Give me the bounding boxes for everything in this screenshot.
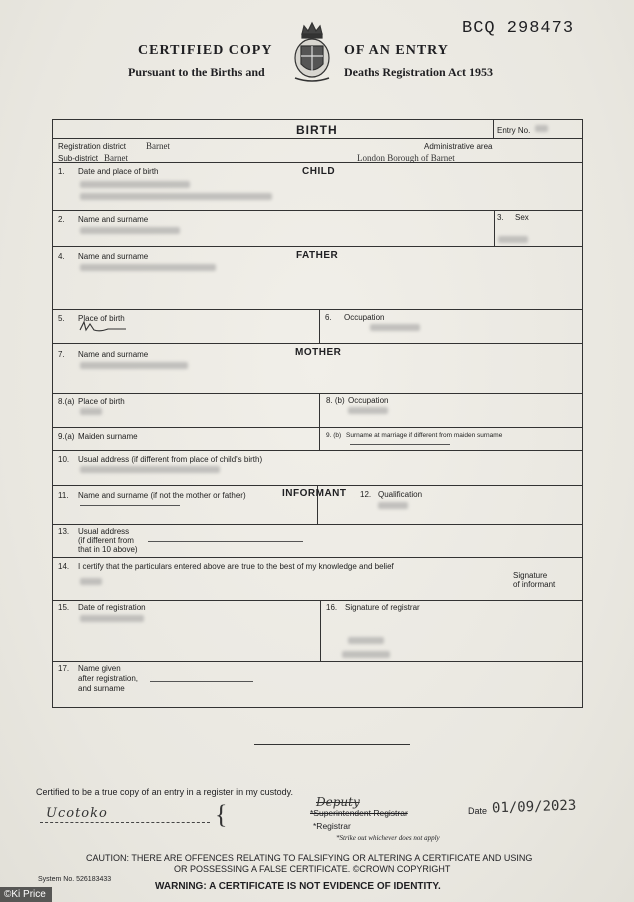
field-4-number: 4. <box>58 252 65 261</box>
field-2-number: 2. <box>58 215 65 224</box>
field-2-label: Name and surname <box>78 215 149 224</box>
subtitle-right: Deaths Registration Act 1953 <box>344 65 493 79</box>
field-16-label: Signature of registrar <box>345 603 420 612</box>
informant-signature-redacted <box>80 578 102 585</box>
form-title: BIRTH <box>296 123 338 137</box>
usual-address-redacted <box>80 466 220 473</box>
field-1-label: Date and place of birth <box>78 167 159 176</box>
entry-no-label: Entry No. <box>497 126 531 135</box>
field-6-label: Occupation <box>344 313 385 322</box>
certified-text: Certified to be a true copy of an entry in a register in my custody. <box>36 787 293 797</box>
field-8a-label: Place of birth <box>78 397 125 406</box>
field-14-label: I certify that the particulars entered above are true to the best of my knowledge and belief <box>78 562 394 571</box>
registrar-signature: Ucotoko <box>46 806 108 821</box>
father-name-redacted <box>80 264 216 271</box>
scribble-mark-icon <box>78 320 128 334</box>
section-informant: INFORMANT <box>282 488 347 499</box>
field-15-number: 15. <box>58 603 70 612</box>
mother-occupation-redacted <box>348 407 388 414</box>
field-6-number: 6. <box>325 313 332 322</box>
admin-area-label: Administrative area <box>424 142 493 151</box>
field-8b-number: 8. (b) <box>326 396 345 405</box>
admin-area-value: London Borough of Barnet <box>357 153 455 163</box>
date-value: 01/09/2023 <box>491 797 577 817</box>
sub-district-value: Barnet <box>104 153 128 163</box>
sub-district-label: Sub-district <box>58 154 99 163</box>
field-15-label: Date of registration <box>78 603 146 612</box>
registration-district-value: Barnet <box>146 141 170 151</box>
field-11-number: 11. <box>58 491 69 500</box>
field-1-number: 1. <box>58 167 65 176</box>
qualification-redacted <box>378 502 408 509</box>
photo-credit: ©Ki Price <box>0 887 52 902</box>
footer-rule <box>254 744 410 745</box>
section-child: CHILD <box>302 166 336 177</box>
field-13-label-a: Usual address <box>78 527 130 536</box>
brace-mark: { <box>215 800 228 829</box>
royal-crest-icon <box>290 20 334 86</box>
field-17-label-b: after registration, <box>78 674 139 683</box>
subtitle-left: Pursuant to the Births and <box>128 65 265 79</box>
field-17-label-c: and surname <box>78 684 125 693</box>
field-14-number: 14. <box>58 562 70 571</box>
deputy-stamp: Deputy <box>316 795 360 809</box>
field-5-label: Place of birth <box>78 314 125 323</box>
system-number: System No. 526183433 <box>38 876 112 883</box>
section-mother: MOTHER <box>295 347 342 358</box>
registrar-label: *Registrar <box>313 821 351 831</box>
caution-line-1: CAUTION: THERE ARE OFFENCES RELATING TO FALSIFYING OR ALTERING A CERTIFICATE AND USING <box>86 853 533 863</box>
field-8b-label: Occupation <box>348 396 389 405</box>
field-3-label: Sex <box>515 213 529 222</box>
field-10-number: 10. <box>58 455 70 464</box>
signature-informant-b: of informant <box>513 580 556 589</box>
superintendent-label: *Superintendent Registrar <box>310 808 408 818</box>
field-11-label: Name and surname (if not the mother or father) <box>78 491 246 500</box>
serial-number: BCQ 298473 <box>462 19 575 38</box>
field-12-label: Qualification <box>378 490 423 499</box>
field-7-label: Name and surname <box>78 350 149 359</box>
field-16-number: 16. <box>326 603 338 612</box>
title-right: OF AN ENTRY <box>344 43 449 58</box>
registrar-signature-redacted-a <box>348 637 384 644</box>
child-name-redacted <box>80 227 180 234</box>
signature-informant-a: Signature <box>513 571 548 580</box>
birth-place-redacted <box>80 193 272 200</box>
birth-date-redacted <box>80 181 190 188</box>
caution-line-2: OR POSSESSING A FALSE CERTIFICATE. ©CROWN COPYRIGHT <box>174 864 451 874</box>
mother-birthplace-redacted <box>80 408 102 415</box>
field-5-number: 5. <box>58 314 65 323</box>
entry-no-redacted <box>535 125 548 132</box>
field-10-label: Usual address (if different from place of child's birth) <box>78 455 263 464</box>
field-13-number: 13. <box>58 527 70 536</box>
sex-redacted <box>498 236 528 243</box>
registration-district-label: Registration district <box>58 142 127 151</box>
field-8a-number: 8.(a) <box>58 397 75 406</box>
field-9a-label: Maiden surname <box>78 432 138 441</box>
title-left: CERTIFIED COPY <box>138 43 273 58</box>
father-occupation-redacted <box>370 324 420 331</box>
field-9a-number: 9.(a) <box>58 432 75 441</box>
strike-out-note: *Strike out whichever does not apply <box>336 834 440 842</box>
field-13-label-b: (if different from <box>78 536 134 545</box>
field-13-label-c: that in 10 above) <box>78 545 138 554</box>
field-9b-number: 9. (b) <box>326 432 342 439</box>
section-father: FATHER <box>296 250 339 261</box>
registrar-signature-redacted-b <box>342 651 390 658</box>
mother-name-redacted <box>80 362 188 369</box>
field-17-number: 17. <box>58 664 70 673</box>
field-3-number: 3. <box>497 213 504 222</box>
field-9b-label: Surname at marriage if different from maiden surname <box>346 432 503 439</box>
field-12-number: 12. <box>360 490 372 499</box>
registration-date-redacted <box>80 615 144 622</box>
field-17-label-a: Name given <box>78 664 121 673</box>
field-7-number: 7. <box>58 350 65 359</box>
warning-text: WARNING: A CERTIFICATE IS NOT EVIDENCE OF IDENTITY. <box>155 881 441 892</box>
date-label: Date <box>468 806 488 816</box>
field-4-label: Name and surname <box>78 252 149 261</box>
